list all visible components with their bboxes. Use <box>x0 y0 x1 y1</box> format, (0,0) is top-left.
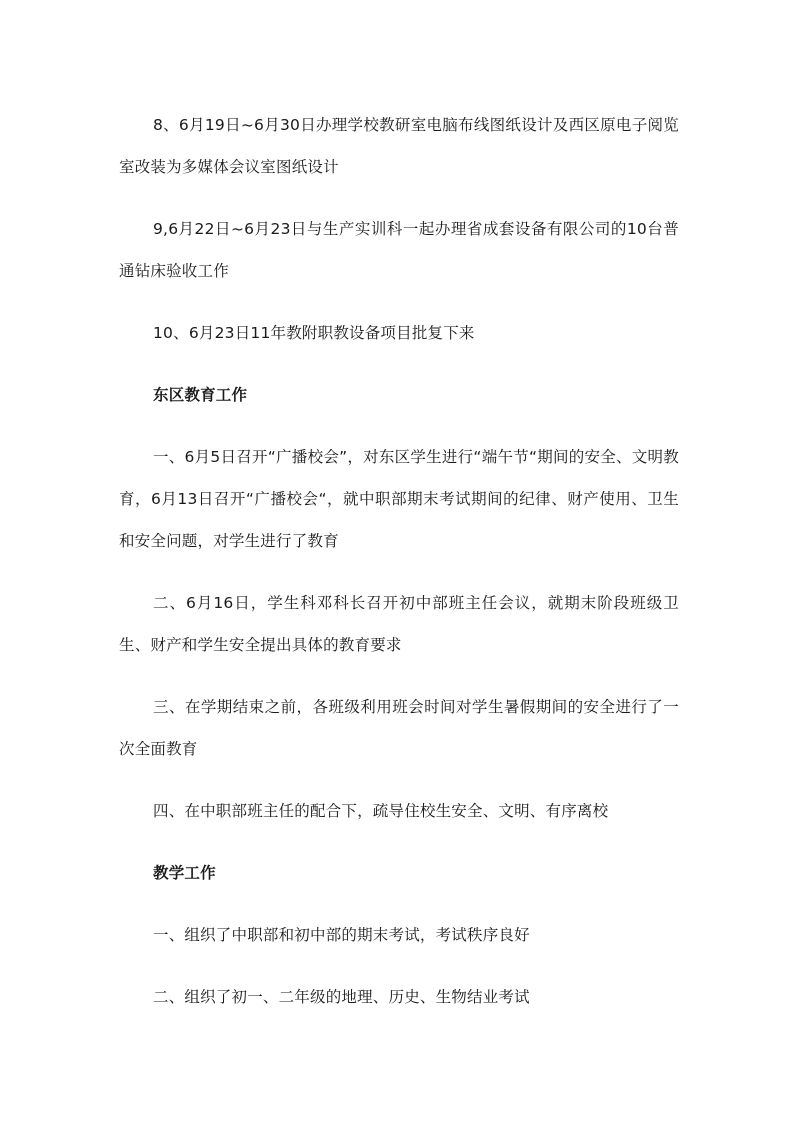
paragraph-east-1: 一、6月5日召开“广播校会”，对东区学生进行“端午节“期间的安全、文明教育，6月13日召开“广播校会“，就中职部期末考试期间的纪律、财产使用、卫生和安全问题，对学生进行了教育 <box>119 448 679 550</box>
document-body <box>119 104 679 1038</box>
paragraph-east-4: 四、在中职部班主任的配合下，疏导住校生安全、文明、有序离校 <box>153 802 609 820</box>
paragraph-east-3: 三、在学期结束之前，各班级利用班会时间对学生暑假期间的安全进行了一次全面教育 <box>119 698 679 758</box>
section-heading-east-district: 东区教育工作 <box>153 386 248 404</box>
paragraph-teaching-1: 一、组织了中职部和初中部的期末考试，考试秩序良好 <box>153 926 530 944</box>
paragraph-item-10: 10、6月23日11年教附职教设备项目批复下来 <box>153 324 475 342</box>
paragraph-teaching-2: 二、组织了初一、二年级的地理、历史、生物结业考试 <box>153 988 530 1006</box>
section-heading-teaching: 教学工作 <box>153 864 216 882</box>
paragraph-east-2: 二、6月16日，学生科邓科长召开初中部班主任会议，就期末阶段班级卫生、财产和学生安全提出具体的教育要求 <box>119 594 679 654</box>
paragraph-item-9: 9,6月22日~6月23日与生产实训科一起办理省成套设备有限公司的10台普通钻床验收工作 <box>119 220 679 280</box>
paragraph-item-8: 8、6月19日~6月30日办理学校教研室电脑布线图纸设计及西区原电子阅览室改装为多媒体会议室图纸设计 <box>119 116 679 176</box>
